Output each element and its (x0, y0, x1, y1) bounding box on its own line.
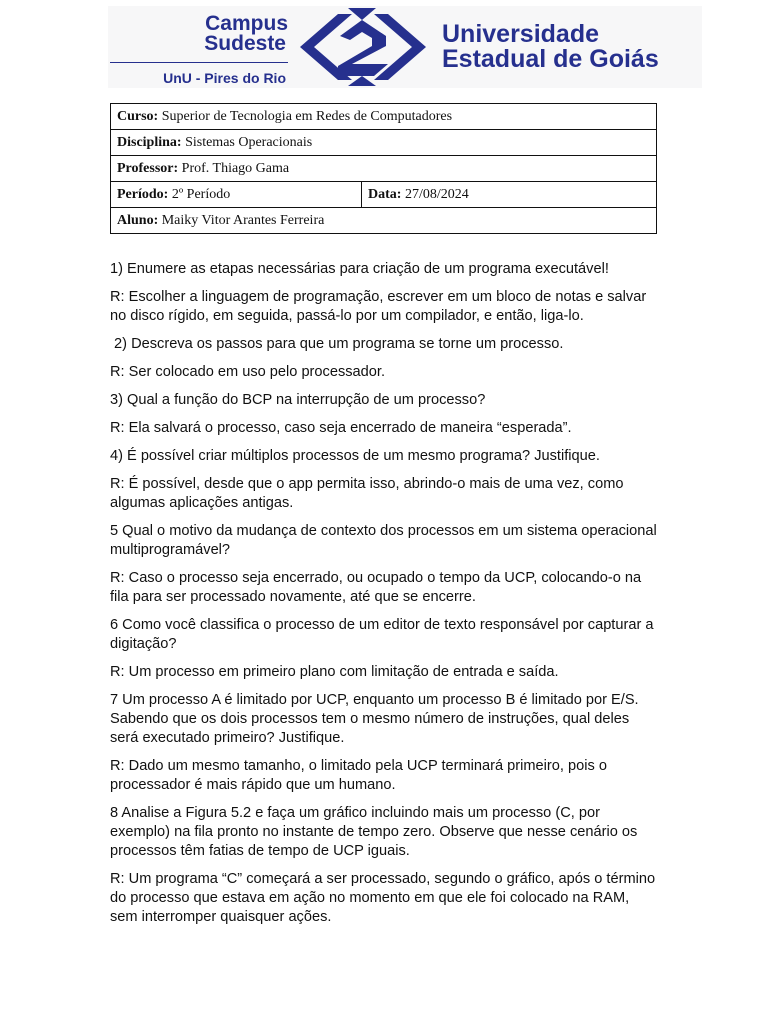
student-row (111, 208, 657, 234)
answer-3: R: Ela salvará o processo, caso seja encerrado de maneira “esperada”. (110, 420, 572, 436)
document-header (108, 6, 702, 88)
university-name (442, 22, 659, 72)
campus-line-2: Sudeste (204, 32, 286, 55)
answer-2: R: Ser colocado em uso pelo processador. (110, 364, 386, 380)
campus-unit: UnU - Pires do Rio (163, 70, 286, 86)
question-6: 6 Como você classifica o processo de um editor de texto responsável por capturar a digitação? (110, 617, 654, 652)
date-label: Data: (368, 186, 402, 202)
questions-and-answers (110, 260, 658, 936)
question-8: 8 Analise a Figura 5.2 e faça um gráfico incluindo mais um processo (C, por exemplo) na fila pronto no instante de tempo zero. Observe que nesse cenário os processos têm fatias de tempo de UCP iguais. (110, 805, 638, 859)
course-row (111, 104, 657, 130)
date-value: 27/08/2024 (404, 186, 469, 202)
university-line-1: Universidade (442, 20, 600, 48)
course-label: Curso: (117, 108, 159, 124)
answer-1: R: Escolher a linguagem de programação, escrever em um bloco de notas e salvar no disco rígido, em seguida, passá-lo por um compilador, e então, liga-lo. (110, 289, 647, 324)
date-cell (362, 182, 657, 208)
question-3: 3) Qual a função do BCP na interrupção de um processo? (110, 392, 486, 408)
period-cell (111, 182, 362, 208)
professor-value: Prof. Thiago Gama (181, 160, 290, 176)
course-cell (111, 104, 657, 130)
question-5: 5 Qual o motivo da mudança de contexto dos processos em um sistema operacional multiprogramável? (110, 523, 657, 558)
answer-5: R: Caso o processo seja encerrado, ou ocupado o tempo da UCP, colocando-o na fila para ser processado novamente, até que se encerre. (110, 570, 642, 605)
student-label: Aluno: (117, 212, 159, 228)
professor-cell (111, 156, 657, 182)
question-7: 7 Um processo A é limitado por UCP, enquanto um processo B é limitado por E/S. Sabendo que os dois processos tem o mesmo número de instruções, qual deles será executado primeiro? Justifique. (110, 692, 639, 746)
question-4: 4) É possível criar múltiplos processos de um mesmo programa? Justifique. (110, 448, 600, 464)
ueg-logo-icon (300, 6, 426, 88)
course-info-table (110, 103, 657, 234)
student-cell (111, 208, 657, 234)
campus-name (108, 14, 288, 54)
course-value: Superior de Tecnologia em Redes de Computadores (161, 108, 453, 124)
answer-4: R: É possível, desde que o app permita isso, abrindo-o mais de uma vez, como algumas aplicações antigas. (110, 476, 624, 511)
period-label: Período: (117, 186, 169, 202)
discipline-value: Sistemas Operacionais (185, 134, 313, 150)
discipline-row (111, 130, 657, 156)
period-date-row (111, 182, 657, 208)
answer-7: R: Dado um mesmo tamanho, o limitado pela UCP terminará primeiro, pois o processador é mais rápido que um humano. (110, 758, 607, 793)
discipline-cell (111, 130, 657, 156)
university-line-2: Estadual de Goiás (442, 45, 659, 73)
answer-8: R: Um programa “C” começará a ser processado, segundo o gráfico, após o término do processo que estava em ação no momento em que ele foi colocado na RAM, sem interromper quaisquer ações. (110, 871, 656, 925)
professor-row (111, 156, 657, 182)
professor-label: Professor: (117, 160, 179, 176)
question-2: 2) Descreva os passos para que um programa se torne um processo. (110, 336, 564, 352)
campus-line-1: Campus (205, 12, 288, 35)
period-value: 2º Período (171, 186, 231, 202)
discipline-label: Disciplina: (117, 134, 182, 150)
campus-divider (110, 62, 288, 63)
question-1: 1) Enumere as etapas necessárias para criação de um programa executável! (110, 261, 609, 277)
student-value: Maiky Vitor Arantes Ferreira (161, 212, 325, 228)
answer-6: R: Um processo em primeiro plano com limitação de entrada e saída. (110, 664, 559, 680)
